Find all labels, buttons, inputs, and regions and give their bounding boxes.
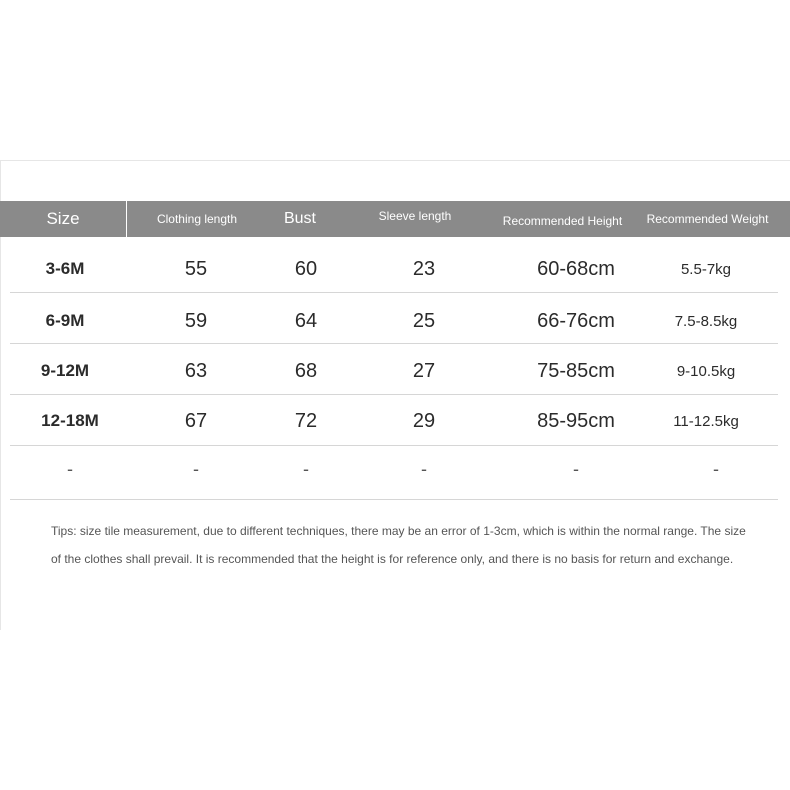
header-recommended-weight: Recommended Weight <box>646 212 769 226</box>
clothing-length-cell: 55 <box>184 257 208 280</box>
size-cell: 3-6M <box>45 259 85 278</box>
height-cell: 85-95cm <box>537 409 615 432</box>
sleeve-length-cell: 25 <box>412 309 436 332</box>
height-cell: 75-85cm <box>537 359 615 382</box>
table-row <box>0 444 790 494</box>
size-cell: 12-18M <box>41 411 99 430</box>
table-row <box>0 296 790 346</box>
header-bust: Bust <box>283 210 316 227</box>
weight-cell: 11-12.5kg <box>673 412 739 430</box>
height-cell: - <box>573 458 579 479</box>
bust-cell: - <box>303 458 309 479</box>
weight-cell: 9-10.5kg <box>676 362 736 380</box>
row-divider <box>10 394 778 395</box>
row-divider <box>10 292 778 293</box>
tips-note <box>51 517 771 573</box>
row-divider <box>10 343 778 344</box>
weight-cell: 5.5-7kg <box>680 260 732 278</box>
size-cell: 6-9M <box>45 311 85 330</box>
size-cell: - <box>67 458 73 479</box>
height-cell: 60-68cm <box>537 257 615 280</box>
clothing-length-cell: 63 <box>184 359 208 382</box>
header-size: Size <box>46 209 80 228</box>
bust-cell: 60 <box>294 257 318 280</box>
sleeve-length-cell: 23 <box>412 257 436 280</box>
sleeve-length-cell: 29 <box>412 409 436 432</box>
bust-cell: 72 <box>294 409 318 432</box>
header-recommended-height: Recommended Height <box>502 214 623 228</box>
tips-line-2: of the clothes shall prevail. It is recommended that the height is for reference only, and there is no basis for return and exchange. <box>51 552 734 566</box>
height-cell: 66-76cm <box>537 309 615 332</box>
table-header <box>0 201 790 237</box>
sleeve-length-cell: - <box>421 458 427 479</box>
table-row <box>0 244 790 294</box>
header-clothing-length: Clothing length <box>156 212 238 226</box>
weight-cell: - <box>713 458 719 479</box>
sleeve-length-cell: 27 <box>412 359 436 382</box>
row-divider <box>10 499 778 500</box>
clothing-length-cell: - <box>193 458 199 479</box>
weight-cell: 7.5-8.5kg <box>674 312 738 330</box>
bust-cell: 64 <box>294 309 318 332</box>
clothing-length-cell: 67 <box>184 409 208 432</box>
size-cell: 9-12M <box>40 361 90 380</box>
clothing-length-cell: 59 <box>184 309 208 332</box>
header-sleeve-length: Sleeve length <box>378 209 452 223</box>
table-row <box>0 346 790 396</box>
table-row <box>0 396 790 446</box>
tips-line-1: Tips: size tile measurement, due to different techniques, there may be an error of 1-3cm, which is within the normal range. The size <box>51 524 746 538</box>
bust-cell: 68 <box>294 359 318 382</box>
